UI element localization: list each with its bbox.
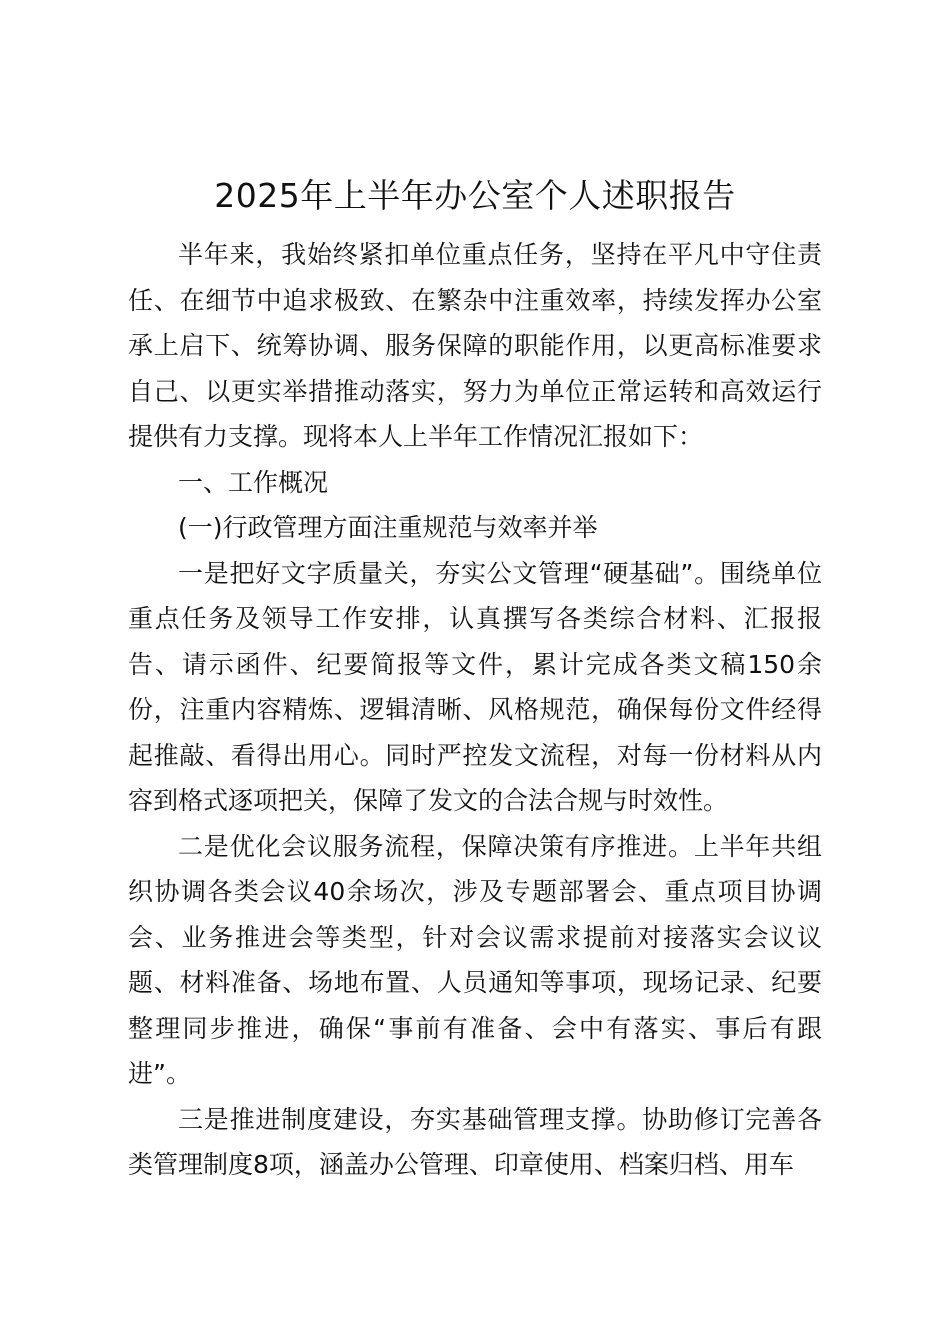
paragraph-meeting-service: 二是优化会议服务流程，保障决策有序推进。上半年共组织协调各类会议40余场次，涉及专题部署会、重点项目协调会、业务推进会等类型，针对会议需求提前对接落实会议议题、材料准备、场地布置、人员通知等事项，现场记录、纪要整理同步推进，确保“事前有准备、会中有落实、事后有跟进”。 [128, 831, 822, 1088]
paragraph-document-quality: 一是把好文字质量关，夯实公文管理“硬基础”。围绕单位重点任务及领导工作安排，认真撰写各类综合材料、汇报报告、请示函件、纪要简报等文件，累计完成各类文稿150余份，注重内容精炼、逻辑清晰、风格规范，确保每份文件经得起推敲、看得出用心。同时严控发文流程，对每一份材料从内容到格式逐项把关，保障了发文的合法合规与时效性。 [128, 558, 822, 815]
intro-paragraph: 半年来，我始终紧扣单位重点任务，坚持在平凡中守住责任、在细节中追求极致、在繁杂中注重效率，持续发挥办公室承上启下、统筹协调、服务保障的职能作用，以更高标准要求自己、以更实举措推动落实，努力为单位正常运转和高效运行提供有力支撑。现将本人上半年工作情况汇报如下： [128, 240, 822, 451]
paragraph-system-building: 三是推进制度建设，夯实基础管理支撑。协助修订完善各类管理制度8项，涵盖办公管理、印章使用、档案归档、用车 [128, 1104, 822, 1179]
subsection-heading-admin-management: (一)行政管理方面注重规范与效率并举 [178, 513, 598, 542]
section-heading-work-overview: 一、工作概况 [178, 467, 329, 497]
document-title: 2025年上半年办公室个人述职报告 [214, 176, 736, 215]
